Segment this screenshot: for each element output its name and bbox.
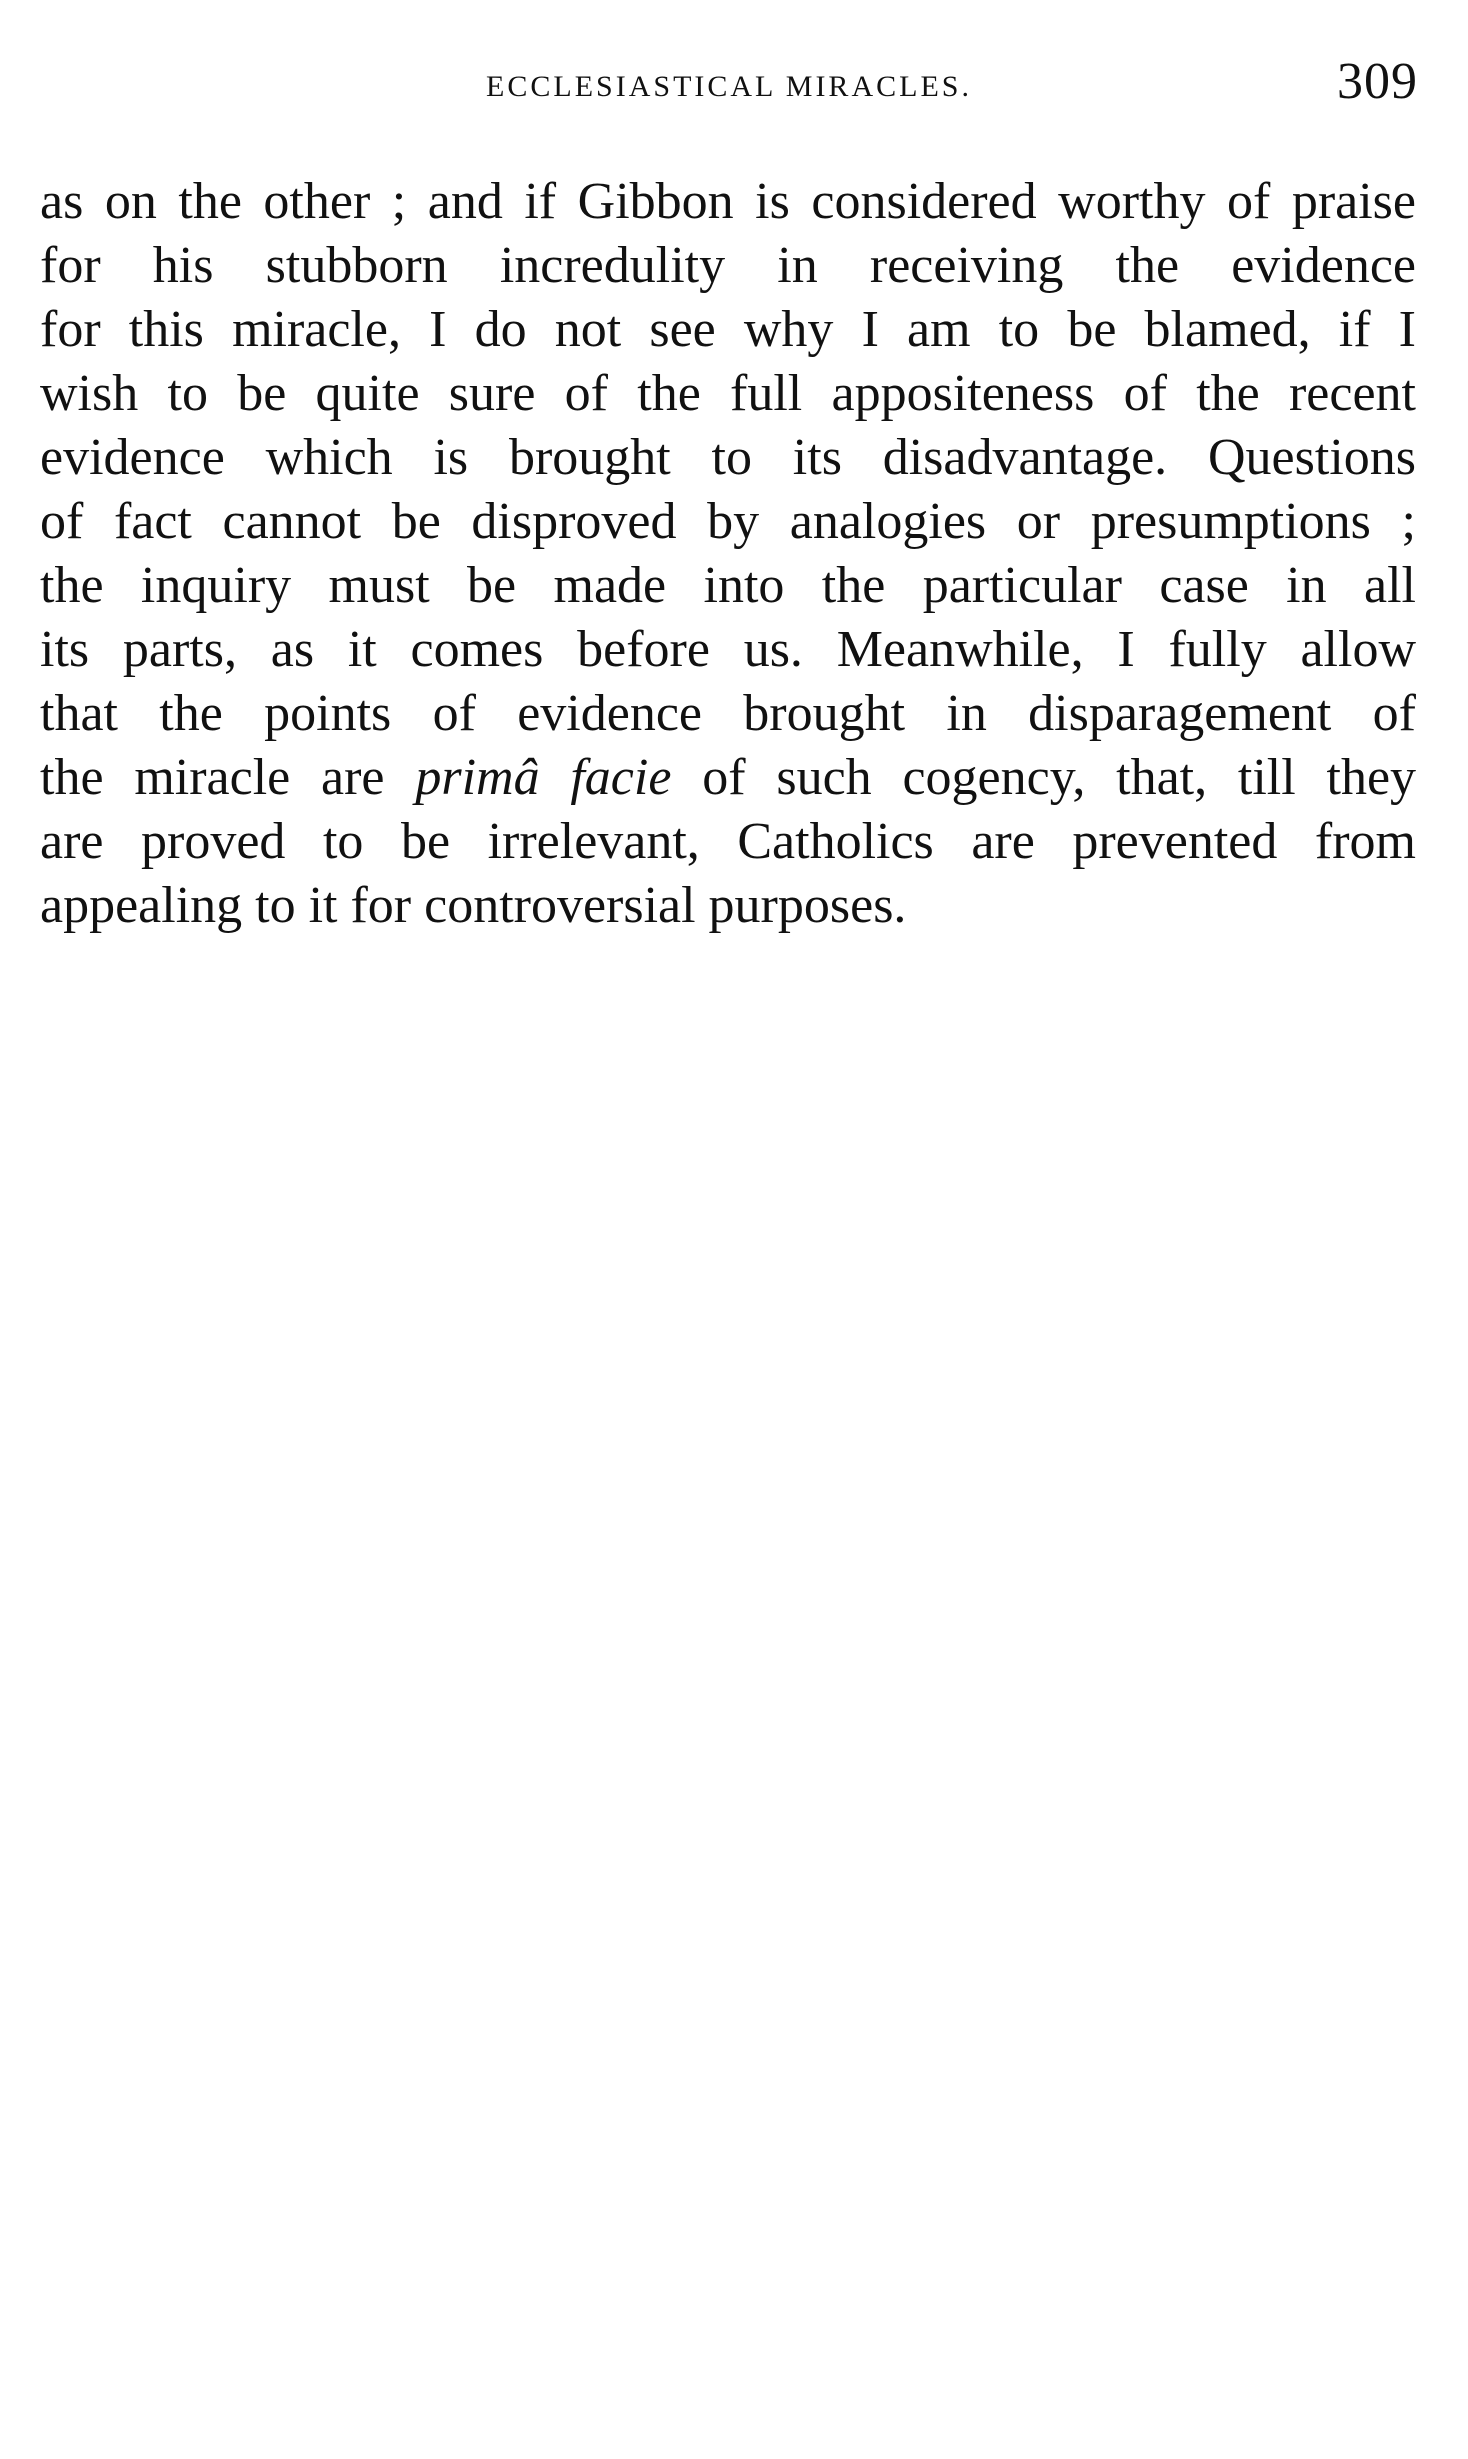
text-line-4: wish to be quite sure of the full appositeness of the recent: [40, 365, 1416, 422]
text-line-2: for his stubborn incredulity in receiving the evidence: [40, 237, 1416, 294]
text-line-6: of fact cannot be disproved by analogies or presumptions ;: [40, 493, 1416, 550]
text-line-8: its parts, as it comes before us. Meanwhile, I fully allow: [40, 621, 1416, 678]
text-line-3: for this miracle, I do not see why I am to be blamed, if I: [40, 301, 1416, 358]
running-head: [40, 52, 1418, 112]
text-line-10: [40, 746, 1416, 810]
body-paragraph: [40, 170, 1416, 938]
page-number: 309: [1337, 53, 1418, 110]
text-line-11: are proved to be irrelevant, Catholics are prevented from: [40, 813, 1416, 870]
text-line-7: the inquiry must be made into the particular case in all: [40, 557, 1416, 614]
text-line-10-end: of such cogency, that, till they: [702, 749, 1417, 806]
text-line-12: appealing to it for controversial purposes.: [40, 877, 907, 934]
text-line-10-start: the miracle are: [40, 749, 385, 806]
text-line-1: as on the other ; and if Gibbon is considered worthy of praise: [40, 173, 1416, 230]
running-title: ECCLESIASTICAL MIRACLES.: [486, 70, 972, 103]
text-line-9: that the points of evidence brought in disparagement of: [40, 685, 1416, 742]
italic-phrase: primâ facie: [415, 749, 672, 806]
text-line-5: evidence which is brought to its disadvantage. Questions: [40, 429, 1416, 486]
